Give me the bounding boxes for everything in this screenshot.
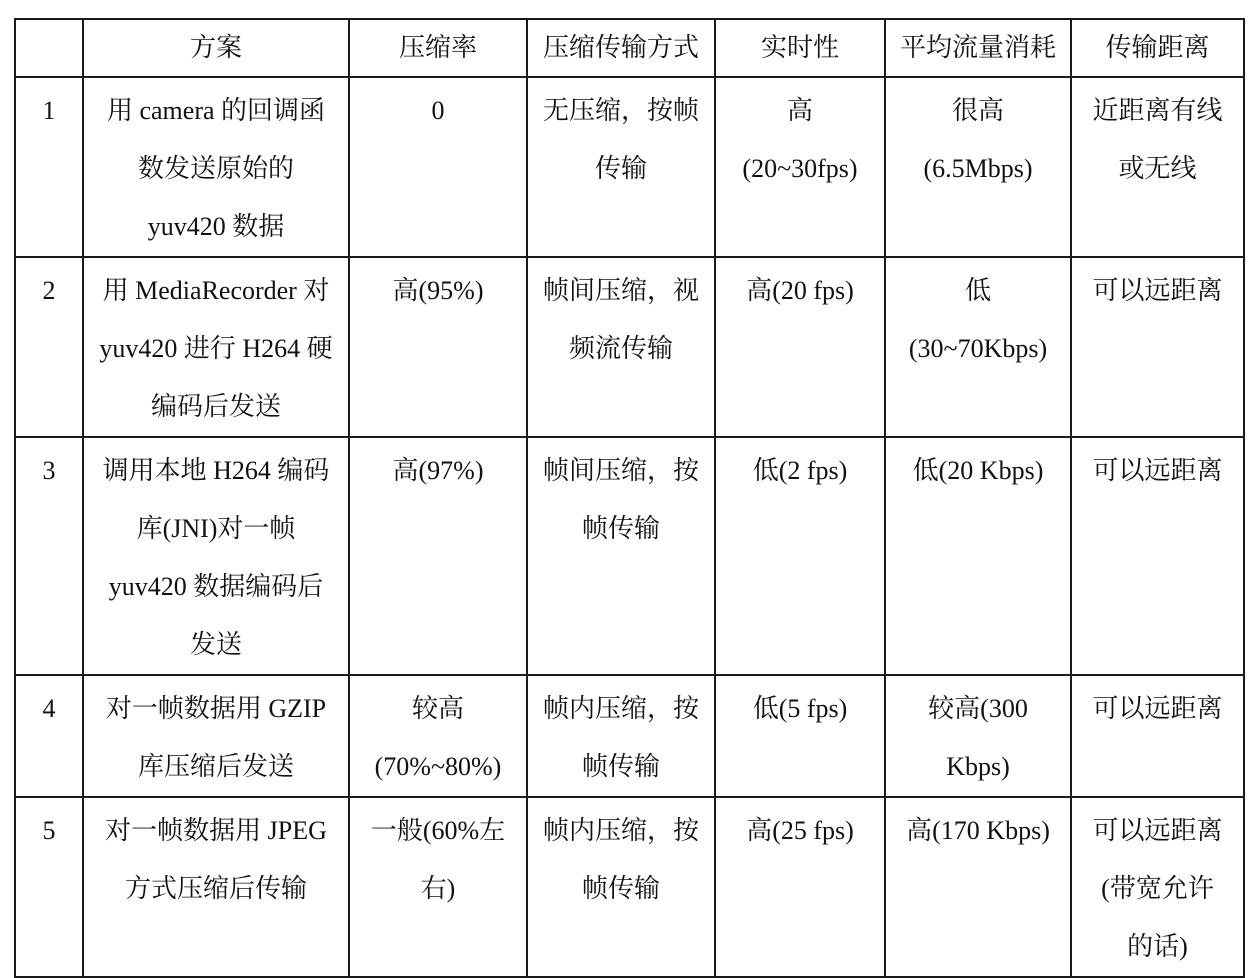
table-row: [15, 797, 1244, 977]
cell-realtime: 高 (20~30fps): [715, 77, 885, 257]
cell-scheme: 用 MediaRecorder 对 yuv420 进行 H264 硬 编码后发送: [83, 257, 349, 437]
table-row: [15, 675, 1244, 797]
header-traffic: 平均流量消耗: [885, 19, 1071, 77]
cell-index: 5: [15, 797, 83, 977]
cell-compression-rate: 0: [349, 77, 527, 257]
cell-distance: 可以远距离: [1071, 257, 1244, 437]
header-row: [15, 19, 1244, 77]
cell-realtime: 高(25 fps): [715, 797, 885, 977]
comparison-table: [14, 18, 1245, 978]
cell-scheme: 对一帧数据用 JPEG 方式压缩后传输: [83, 797, 349, 977]
table-row: [15, 257, 1244, 437]
cell-compression-rate: 一般(60%左 右): [349, 797, 527, 977]
header-transfer-method: 压缩传输方式: [527, 19, 715, 77]
cell-transfer-method: 帧内压缩，按 帧传输: [527, 797, 715, 977]
cell-distance: 可以远距离 (带宽允许 的话): [1071, 797, 1244, 977]
header-distance: 传输距离: [1071, 19, 1244, 77]
cell-compression-rate: 高(95%): [349, 257, 527, 437]
cell-scheme: 对一帧数据用 GZIP 库压缩后发送: [83, 675, 349, 797]
table-row: [15, 437, 1244, 675]
cell-transfer-method: 无压缩，按帧 传输: [527, 77, 715, 257]
cell-transfer-method: 帧间压缩，按 帧传输: [527, 437, 715, 675]
header-compression-rate: 压缩率: [349, 19, 527, 77]
table-header: [15, 19, 1244, 77]
cell-compression-rate: 高(97%): [349, 437, 527, 675]
cell-scheme: 用 camera 的回调函 数发送原始的 yuv420 数据: [83, 77, 349, 257]
cell-transfer-method: 帧内压缩，按 帧传输: [527, 675, 715, 797]
header-scheme: 方案: [83, 19, 349, 77]
cell-realtime: 低(2 fps): [715, 437, 885, 675]
cell-traffic: 低 (30~70Kbps): [885, 257, 1071, 437]
cell-compression-rate: 较高 (70%~80%): [349, 675, 527, 797]
cell-traffic: 很高 (6.5Mbps): [885, 77, 1071, 257]
table-row: [15, 77, 1244, 257]
cell-transfer-method: 帧间压缩，视 频流传输: [527, 257, 715, 437]
cell-index: 1: [15, 77, 83, 257]
header-index: [15, 19, 83, 77]
cell-index: 4: [15, 675, 83, 797]
cell-index: 2: [15, 257, 83, 437]
cell-realtime: 高(20 fps): [715, 257, 885, 437]
cell-distance: 可以远距离: [1071, 675, 1244, 797]
cell-traffic: 高(170 Kbps): [885, 797, 1071, 977]
cell-distance: 可以远距离: [1071, 437, 1244, 675]
cell-scheme: 调用本地 H264 编码 库(JNI)对一帧 yuv420 数据编码后 发送: [83, 437, 349, 675]
cell-index: 3: [15, 437, 83, 675]
header-realtime: 实时性: [715, 19, 885, 77]
cell-traffic: 低(20 Kbps): [885, 437, 1071, 675]
cell-distance: 近距离有线 或无线: [1071, 77, 1244, 257]
table-body: [15, 77, 1244, 977]
cell-traffic: 较高(300 Kbps): [885, 675, 1071, 797]
cell-realtime: 低(5 fps): [715, 675, 885, 797]
